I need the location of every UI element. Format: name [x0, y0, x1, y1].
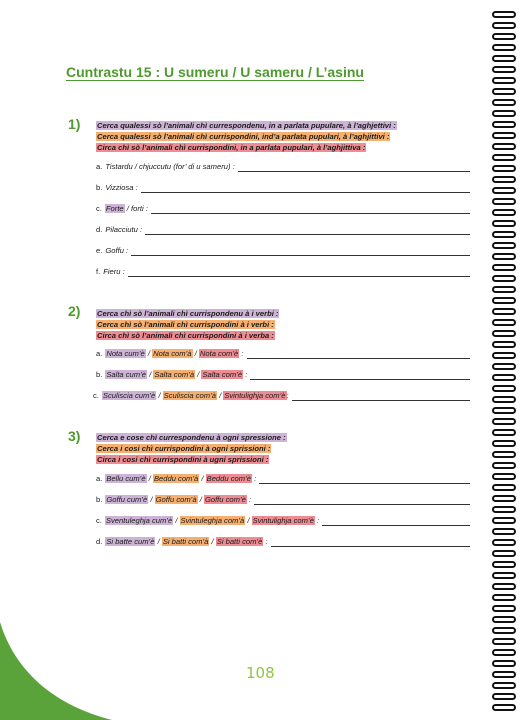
page-number: 108: [246, 664, 275, 682]
prompt-text: :: [314, 516, 320, 525]
spiral-ring: [493, 34, 515, 39]
spiral-ring: [493, 386, 515, 391]
spiral-ring: [493, 199, 515, 204]
prompt-text: :: [243, 370, 248, 379]
spiral-ring: [493, 78, 515, 83]
prompt-text: :: [286, 391, 289, 400]
answer-line[interactable]: [292, 392, 470, 401]
spiral-ring: [493, 683, 515, 688]
prompt-text: Goffu :: [105, 246, 129, 255]
spiral-ring: [493, 177, 515, 182]
spiral-ring: [493, 419, 515, 424]
item-letter: f.: [96, 267, 101, 276]
spiral-ring: [493, 89, 515, 94]
spiral-ring: [493, 45, 515, 50]
spiral-ring: [493, 232, 515, 237]
prompt-text: Goffu com’à: [155, 495, 197, 504]
spiral-ring: [493, 694, 515, 699]
item-letter: d.: [96, 537, 103, 546]
answer-line[interactable]: [250, 371, 470, 380]
spiral-ring: [493, 133, 515, 138]
spiral-ring: [493, 584, 515, 589]
prompt-text: Beddu com’è: [206, 474, 251, 483]
spiral-ring: [493, 573, 515, 578]
item-letter: a.: [96, 162, 103, 171]
spiral-ring: [493, 144, 515, 149]
item-letter: b.: [96, 183, 103, 192]
spiral-ring: [493, 100, 515, 105]
item-letter: c.: [93, 391, 99, 400]
spiral-ring: [493, 452, 515, 457]
instruction-block: [96, 308, 279, 341]
question-row: c. Sculiscia cum’è / Sculiscia com’à / Svintulighja com’è:: [93, 391, 470, 401]
spiral-ring: [493, 67, 515, 72]
question-row: [96, 225, 470, 235]
spiral-ring: [493, 628, 515, 633]
spiral-ring: [493, 496, 515, 501]
instruction-block: [96, 120, 397, 153]
answer-line[interactable]: [131, 247, 470, 256]
instruction-variant-1: Cerca chì sò l’animali chì currispondenu à i verbi :: [97, 309, 279, 318]
spiral-ring: [493, 309, 515, 314]
prompt-text: Nota com’è: [199, 349, 239, 358]
prompt-text: Goffu cum’è: [106, 495, 148, 504]
spiral-ring: [493, 397, 515, 402]
spiral-ring: [493, 243, 515, 248]
spiral-ring: [493, 441, 515, 446]
instruction-block: [96, 432, 287, 465]
prompt-text: :: [239, 349, 244, 358]
prompt-text: Nota cum’è: [106, 349, 145, 358]
prompt-text: Svintuleghja com’à: [180, 516, 245, 525]
spiral-ring: [493, 23, 515, 28]
spiral-ring: [493, 276, 515, 281]
prompt-text: Svintulighja com’è: [252, 516, 314, 525]
spiral-ring: [493, 474, 515, 479]
spiral-ring: [493, 650, 515, 655]
prompt-text: Svintulighja com’è: [224, 391, 286, 400]
instruction-variant-2: Cerca qualessi sò l’animali chì currispondini, ind’a parlata pupulari, à l’aghjittivi :: [97, 132, 390, 141]
prompt-text: Salta com’à: [154, 370, 195, 379]
item-letter: a.: [96, 474, 103, 483]
question-row: a. Bellu cum’è / Beddu com’à / Beddu com’è :: [96, 474, 470, 484]
instruction-variant-2: Cerca i cosi chì currispondini à ogni sprissioni :: [97, 444, 271, 453]
instruction-variant-3: Circa chì sò l’animali chì currispondini, in a parlata pupulari, à l’aghjittiva :: [97, 143, 366, 152]
prompt-text: :: [246, 495, 252, 504]
spiral-ring: [493, 485, 515, 490]
prompt-text: Fieru :: [103, 267, 125, 276]
spiral-ring: [493, 298, 515, 303]
question-row: d. Si batte cum’è / Si batti com’à / Si batti com’è :: [96, 537, 470, 547]
prompt-text: Tistardu / chjuccutu (for’ di u sameru) :: [105, 162, 235, 171]
spiral-ring: [493, 353, 515, 358]
instruction-variant-1: Cerca e cose chì currespondenu à ogni spressione :: [97, 433, 286, 442]
item-letter: a.: [96, 349, 103, 358]
prompt-text: Si batte cum’è: [106, 537, 155, 546]
spiral-ring: [493, 221, 515, 226]
spiral-ring: [493, 518, 515, 523]
exercise-number: 1): [68, 116, 81, 132]
spiral-ring: [493, 254, 515, 259]
prompt-text: Si batti com’à: [162, 537, 209, 546]
prompt-text: Bellu cum’è: [106, 474, 146, 483]
spiral-ring: [493, 430, 515, 435]
question-row: [96, 162, 470, 172]
instruction-variant-3: Circa i cosi chì currispondini à ugni sprissioni :: [97, 455, 269, 464]
question-row: [96, 183, 470, 193]
spiral-ring: [493, 463, 515, 468]
spiral-ring: [493, 507, 515, 512]
prompt-text: Sculiscia cum’è: [102, 391, 156, 400]
item-letter: e.: [96, 246, 103, 255]
spiral-ring: [493, 265, 515, 270]
prompt-text: Forte: [105, 204, 124, 213]
spiral-ring: [493, 639, 515, 644]
question-row: a. Nota cum’è / Nota com’à / Nota com’è :: [96, 349, 470, 359]
instruction-variant-1: Cerca qualessi sò l’animali chì currespondenu, in a parlata pupulare, à l’aghjettivi :: [97, 121, 396, 130]
item-letter: c.: [96, 204, 102, 213]
spiral-ring: [493, 12, 515, 17]
prompt-text: :: [251, 474, 257, 483]
spiral-ring: [493, 56, 515, 61]
prompt-text: Sventuleghja cum’è: [105, 516, 173, 525]
answer-line[interactable]: [247, 350, 470, 359]
prompt-text: Goffu com’è: [204, 495, 246, 504]
spiral-ring: [493, 166, 515, 171]
spiral-ring: [493, 364, 515, 369]
prompt-text: Pilacciutu :: [105, 225, 143, 234]
spiral-ring: [493, 210, 515, 215]
spiral-ring: [493, 331, 515, 336]
answer-line[interactable]: [145, 226, 470, 235]
page-title: Cuntrastu 15 : U sumeru / U sameru / L’asinu: [66, 64, 364, 80]
green-corner-decoration: [0, 622, 112, 720]
question-row: [96, 246, 470, 256]
spiral-ring: [493, 529, 515, 534]
prompt-text: / forti :: [124, 204, 148, 213]
question-row: c. Sventuleghja cum’è / Svintuleghja com’à / Svintulighja com’è :: [96, 516, 470, 526]
spiral-ring: [493, 188, 515, 193]
spiral-ring: [493, 562, 515, 567]
question-row: b. Salta cum’è / Salta com’à / Salta com’è :: [96, 370, 470, 380]
item-letter: b.: [96, 495, 103, 504]
answer-line[interactable]: [128, 268, 470, 277]
spiral-binding: [491, 8, 517, 712]
answer-line[interactable]: [141, 184, 470, 193]
spiral-ring: [493, 551, 515, 556]
prompt-text: Sculiscia com’à: [163, 391, 216, 400]
question-row: [96, 267, 470, 277]
spiral-ring: [493, 287, 515, 292]
answer-line[interactable]: [238, 163, 470, 172]
spiral-ring: [493, 606, 515, 611]
spiral-ring: [493, 375, 515, 380]
spiral-ring: [493, 595, 515, 600]
instruction-variant-3: Circa chì sò l’animali chì currispondini à i verba :: [97, 331, 274, 340]
answer-line[interactable]: [259, 475, 470, 484]
spiral-ring: [493, 540, 515, 545]
item-letter: d.: [96, 225, 103, 234]
spiral-ring: [493, 617, 515, 622]
item-letter: c.: [96, 516, 102, 525]
prompt-text: Salta com’è: [202, 370, 243, 379]
spiral-ring: [493, 661, 515, 666]
exercise-number: 3): [68, 428, 81, 444]
item-letter: b.: [96, 370, 103, 379]
spiral-ring: [493, 672, 515, 677]
exercise-number: 2): [68, 303, 81, 319]
spiral-ring: [493, 408, 515, 413]
spiral-ring: [493, 122, 515, 127]
spiral-ring: [493, 111, 515, 116]
prompt-text: Beddu com’à: [153, 474, 199, 483]
prompt-text: Si batti com’è: [216, 537, 263, 546]
question-row: b. Goffu cum’è / Goffu com’à / Goffu com’è :: [96, 495, 470, 505]
question-row: [96, 204, 470, 214]
prompt-text: Vizziosa :: [105, 183, 138, 192]
answer-line[interactable]: [254, 496, 470, 505]
prompt-text: Nota com’à: [153, 349, 192, 358]
spiral-ring: [493, 342, 515, 347]
instruction-variant-2: Cerca chì sò l’animali chì currispondini à i verbi :: [97, 320, 274, 329]
spiral-ring: [493, 155, 515, 160]
answer-line[interactable]: [271, 538, 470, 547]
prompt-text: Salta cum’è: [106, 370, 147, 379]
spiral-ring: [493, 320, 515, 325]
answer-line[interactable]: [151, 205, 470, 214]
prompt-text: :: [263, 537, 268, 546]
answer-line[interactable]: [322, 517, 470, 526]
spiral-ring: [493, 705, 515, 710]
